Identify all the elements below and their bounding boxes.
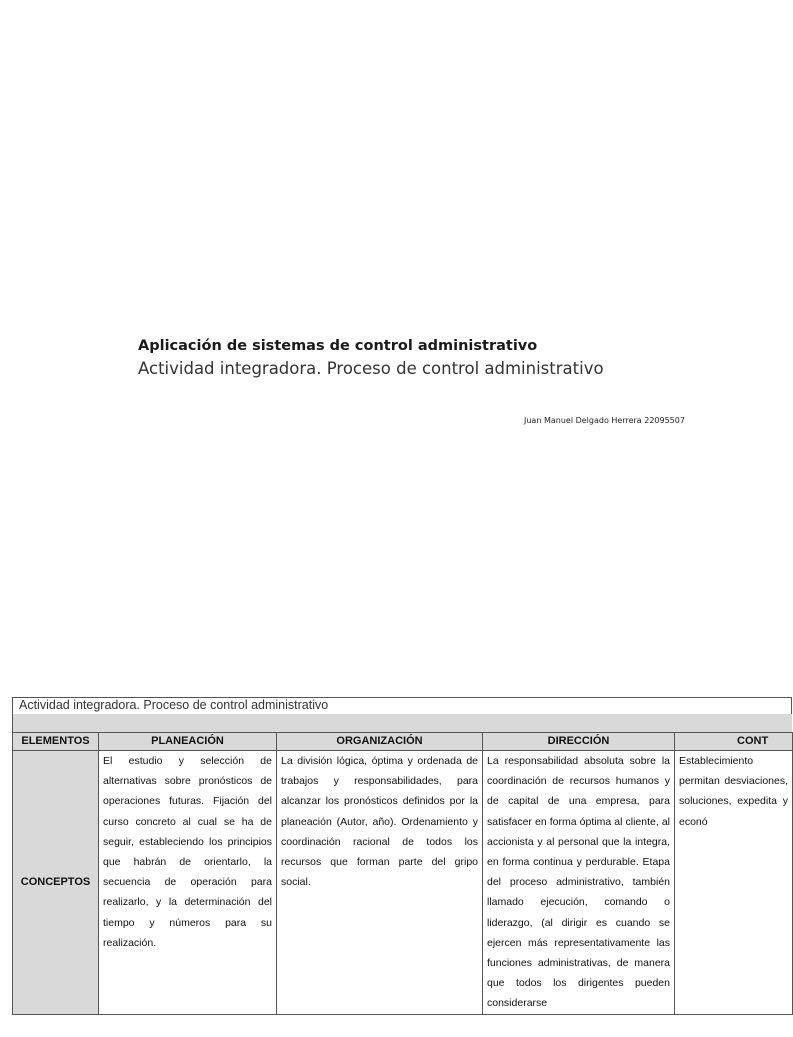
document-title: Aplicación de sistemas de control administrativo [138, 338, 538, 354]
header-organizacion: ORGANIZACIÓN [277, 733, 483, 751]
author-line: Juan Manuel Delgado Herrera 22095507 [524, 416, 685, 425]
cell-planeacion: El estudio y selección de alternativas sobre pronósticos de operaciones futuras. Fijación del curso concreto al cual se ha de seguir, estableciendo los principios que habrán de orientarlo, la secuencia de operación para realizarlo, y la determinación del tiempo y números para su realización. [99, 751, 277, 1015]
cell-organizacion: La división lógica, óptima y ordenada de trabajos y responsabilidades, para alcanzar los pronósticos definidos por la planeación (Autor, año). Ordenamiento y coordinación racional de todos los recursos que forman parte del gripo social. [277, 751, 483, 1015]
header-direccion: DIRECCIÓN [483, 733, 675, 751]
caption-spacer [12, 714, 792, 732]
table-caption: Actividad integradora. Proceso de control administrativo [12, 697, 792, 714]
cell-direccion: La responsabilidad absoluta sobre la coordinación de recursos humanos y de capital de una empresa, para satisfacer en forma óptima al cliente, al accionista y al personal que la integra, en forma continua y perdurable. Etapa del proceso administrativo, también llamado ejecución, comando o liderazgo, (al dirigir es cuando se ejercen más representativamente las funciones administrativas, de manera que todos los dirigentes pueden considerarse [483, 751, 675, 1015]
process-table [12, 732, 793, 1015]
cell-control: Establecimiento permitan desviaciones, soluciones, expedita y econó [675, 751, 793, 1015]
header-elementos: ELEMENTOS [13, 733, 99, 751]
row-label-conceptos: CONCEPTOS [13, 751, 99, 1015]
header-control: CONT [675, 733, 793, 751]
table-header-row [13, 733, 793, 751]
activity-table-section [12, 697, 792, 1037]
header-planeacion: PLANEACIÓN [99, 733, 277, 751]
table-row [13, 751, 793, 1015]
document-subtitle: Actividad integradora. Proceso de control administrativo [138, 359, 604, 378]
